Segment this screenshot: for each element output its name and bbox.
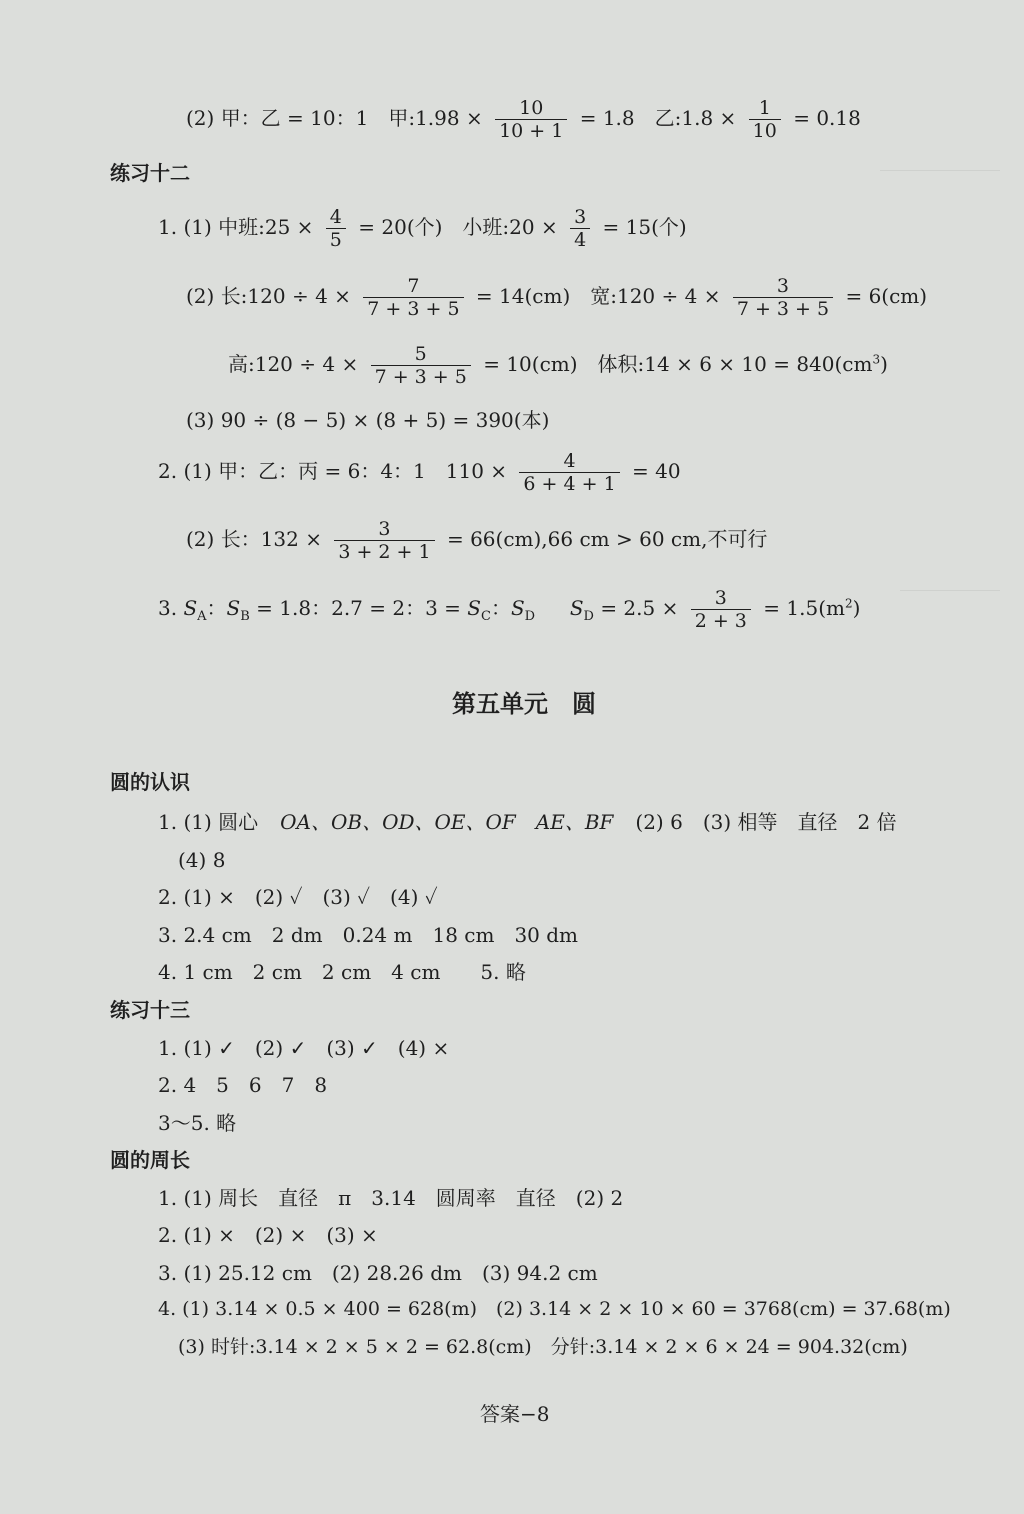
line-q2-1: 2. (1) 甲：乙：丙 = 6：4：1 110 × $\frac{4}{6 + 4 + 1}$ = 40 — [158, 450, 681, 495]
fraction: $\frac{3}{7 + 3 + 5}$ — [733, 275, 833, 320]
line-q1-3: 高:120 ÷ 4 × $\frac{5}{7 + 3 + 5}$ = 10(cm) 体积:14 × $6 \times 10 = 840(cm^3)$ — [228, 343, 888, 388]
fraction: $\frac{3}{2 + 3}$ — [691, 587, 751, 632]
line-c4: 4. (1) 3.14 × 0.5 × 400 = 628(m) (2) 3.14 × 2 × 10 × 60 = 3768(cm) = 37.68(m) — [158, 1298, 951, 1320]
line-r4: 3. 2.4 cm 2 dm 0.24 m 18 cm 30 dm — [158, 923, 579, 947]
line-q1-2: (2) 长:120 ÷ 4 × $\frac{7}{7 + 3 + 5}$ = 14(cm) 宽:120 ÷ 4 × $\frac{3}{7 + 3 + 5}$ = 6(cm) — [186, 275, 928, 320]
line-q2-2: (2) 长：132 × $\frac{3}{3 + 2 + 1}$ = 66(cm),66 cm > 60 cm,不可行 — [186, 518, 768, 563]
line-r1: 1. (1) 圆心 OA、OB、OD、OE、OF AE、BF (2) 6 (3) 相等 直径 2 倍 — [158, 810, 897, 834]
section-heading: 圆的周长 — [110, 1148, 190, 1172]
unit-title: 第五单元 圆 — [452, 690, 596, 718]
fraction: $\frac{10}{10 + 1}$ — [495, 97, 567, 142]
bleed-through — [880, 130, 1000, 171]
line-c3: 3. (1) 25.12 cm (2) 28.26 dm (3) 94.2 cm — [158, 1261, 598, 1285]
fraction: $\frac{1}{10}$ — [749, 97, 781, 142]
line-s1: (2) 甲：乙 = 10：1 甲:1.98 × $\frac{10}{10 + 1}$ = 1.8 乙:1.8 × $\frac{1}{10}$ = 0.18 — [186, 97, 861, 142]
line-c2: 2. (1) × (2) × (3) × — [158, 1223, 378, 1247]
line-r2: (4) 8 — [178, 848, 226, 872]
bleed-through — [900, 560, 1000, 591]
line-q1-1: 1. (1) 中班:25 × $\frac{4}{5}$ = 20(个) 小班:20 × $\frac{3}{4}$ = 15(个) — [158, 206, 687, 251]
line-p3: 3～5. 略 — [158, 1111, 237, 1135]
line-p2: 2. 4 5 6 7 8 — [158, 1073, 328, 1097]
line-c1: 1. (1) 周长 直径 π 3.14 圆周率 直径 (2) 2 — [158, 1186, 624, 1210]
fraction: $\frac{3}{3 + 2 + 1}$ — [334, 518, 434, 563]
section-heading: 练习十三 — [110, 998, 190, 1022]
line-c5: (3) 时针:3.14 × 2 × 5 × 2 = 62.8(cm) 分针:3.14 × 2 × 6 × 24 = 904.32(cm) — [178, 1336, 908, 1358]
line-r3: 2. (1) × (2) ✓ (3) ✓ (4) ✓ — [158, 885, 438, 909]
line-r5: 4. 1 cm 2 cm 2 cm 4 cm 5. 略 — [158, 960, 526, 984]
fraction: $\frac{7}{7 + 3 + 5}$ — [363, 275, 463, 320]
fraction: $\frac{4}{5}$ — [326, 206, 346, 251]
line-p1: 1. (1) ✓ (2) ✓ (3) ✓ (4) × — [158, 1036, 450, 1060]
line-q3: 3. $S_A$：$S_B = 1.8$：2.7 = 2：$3 = S_C$：$S_D$ $S_D = 2.5$ × $\frac{3}{2 + 3}$ = $1.5(m^2)$ — [158, 587, 861, 632]
section-heading: 练习十二 — [110, 161, 190, 185]
fraction: $\frac{4}{6 + 4 + 1}$ — [519, 450, 619, 495]
line-q1-4: (3) 90 ÷ (8 − 5) × (8 + 5) = 390(本) — [186, 408, 550, 432]
page-footer: 答案−8 — [480, 1402, 550, 1426]
section-heading: 圆的认识 — [110, 770, 190, 794]
fraction: $\frac{3}{4}$ — [570, 206, 590, 251]
fraction: $\frac{5}{7 + 3 + 5}$ — [371, 343, 471, 388]
